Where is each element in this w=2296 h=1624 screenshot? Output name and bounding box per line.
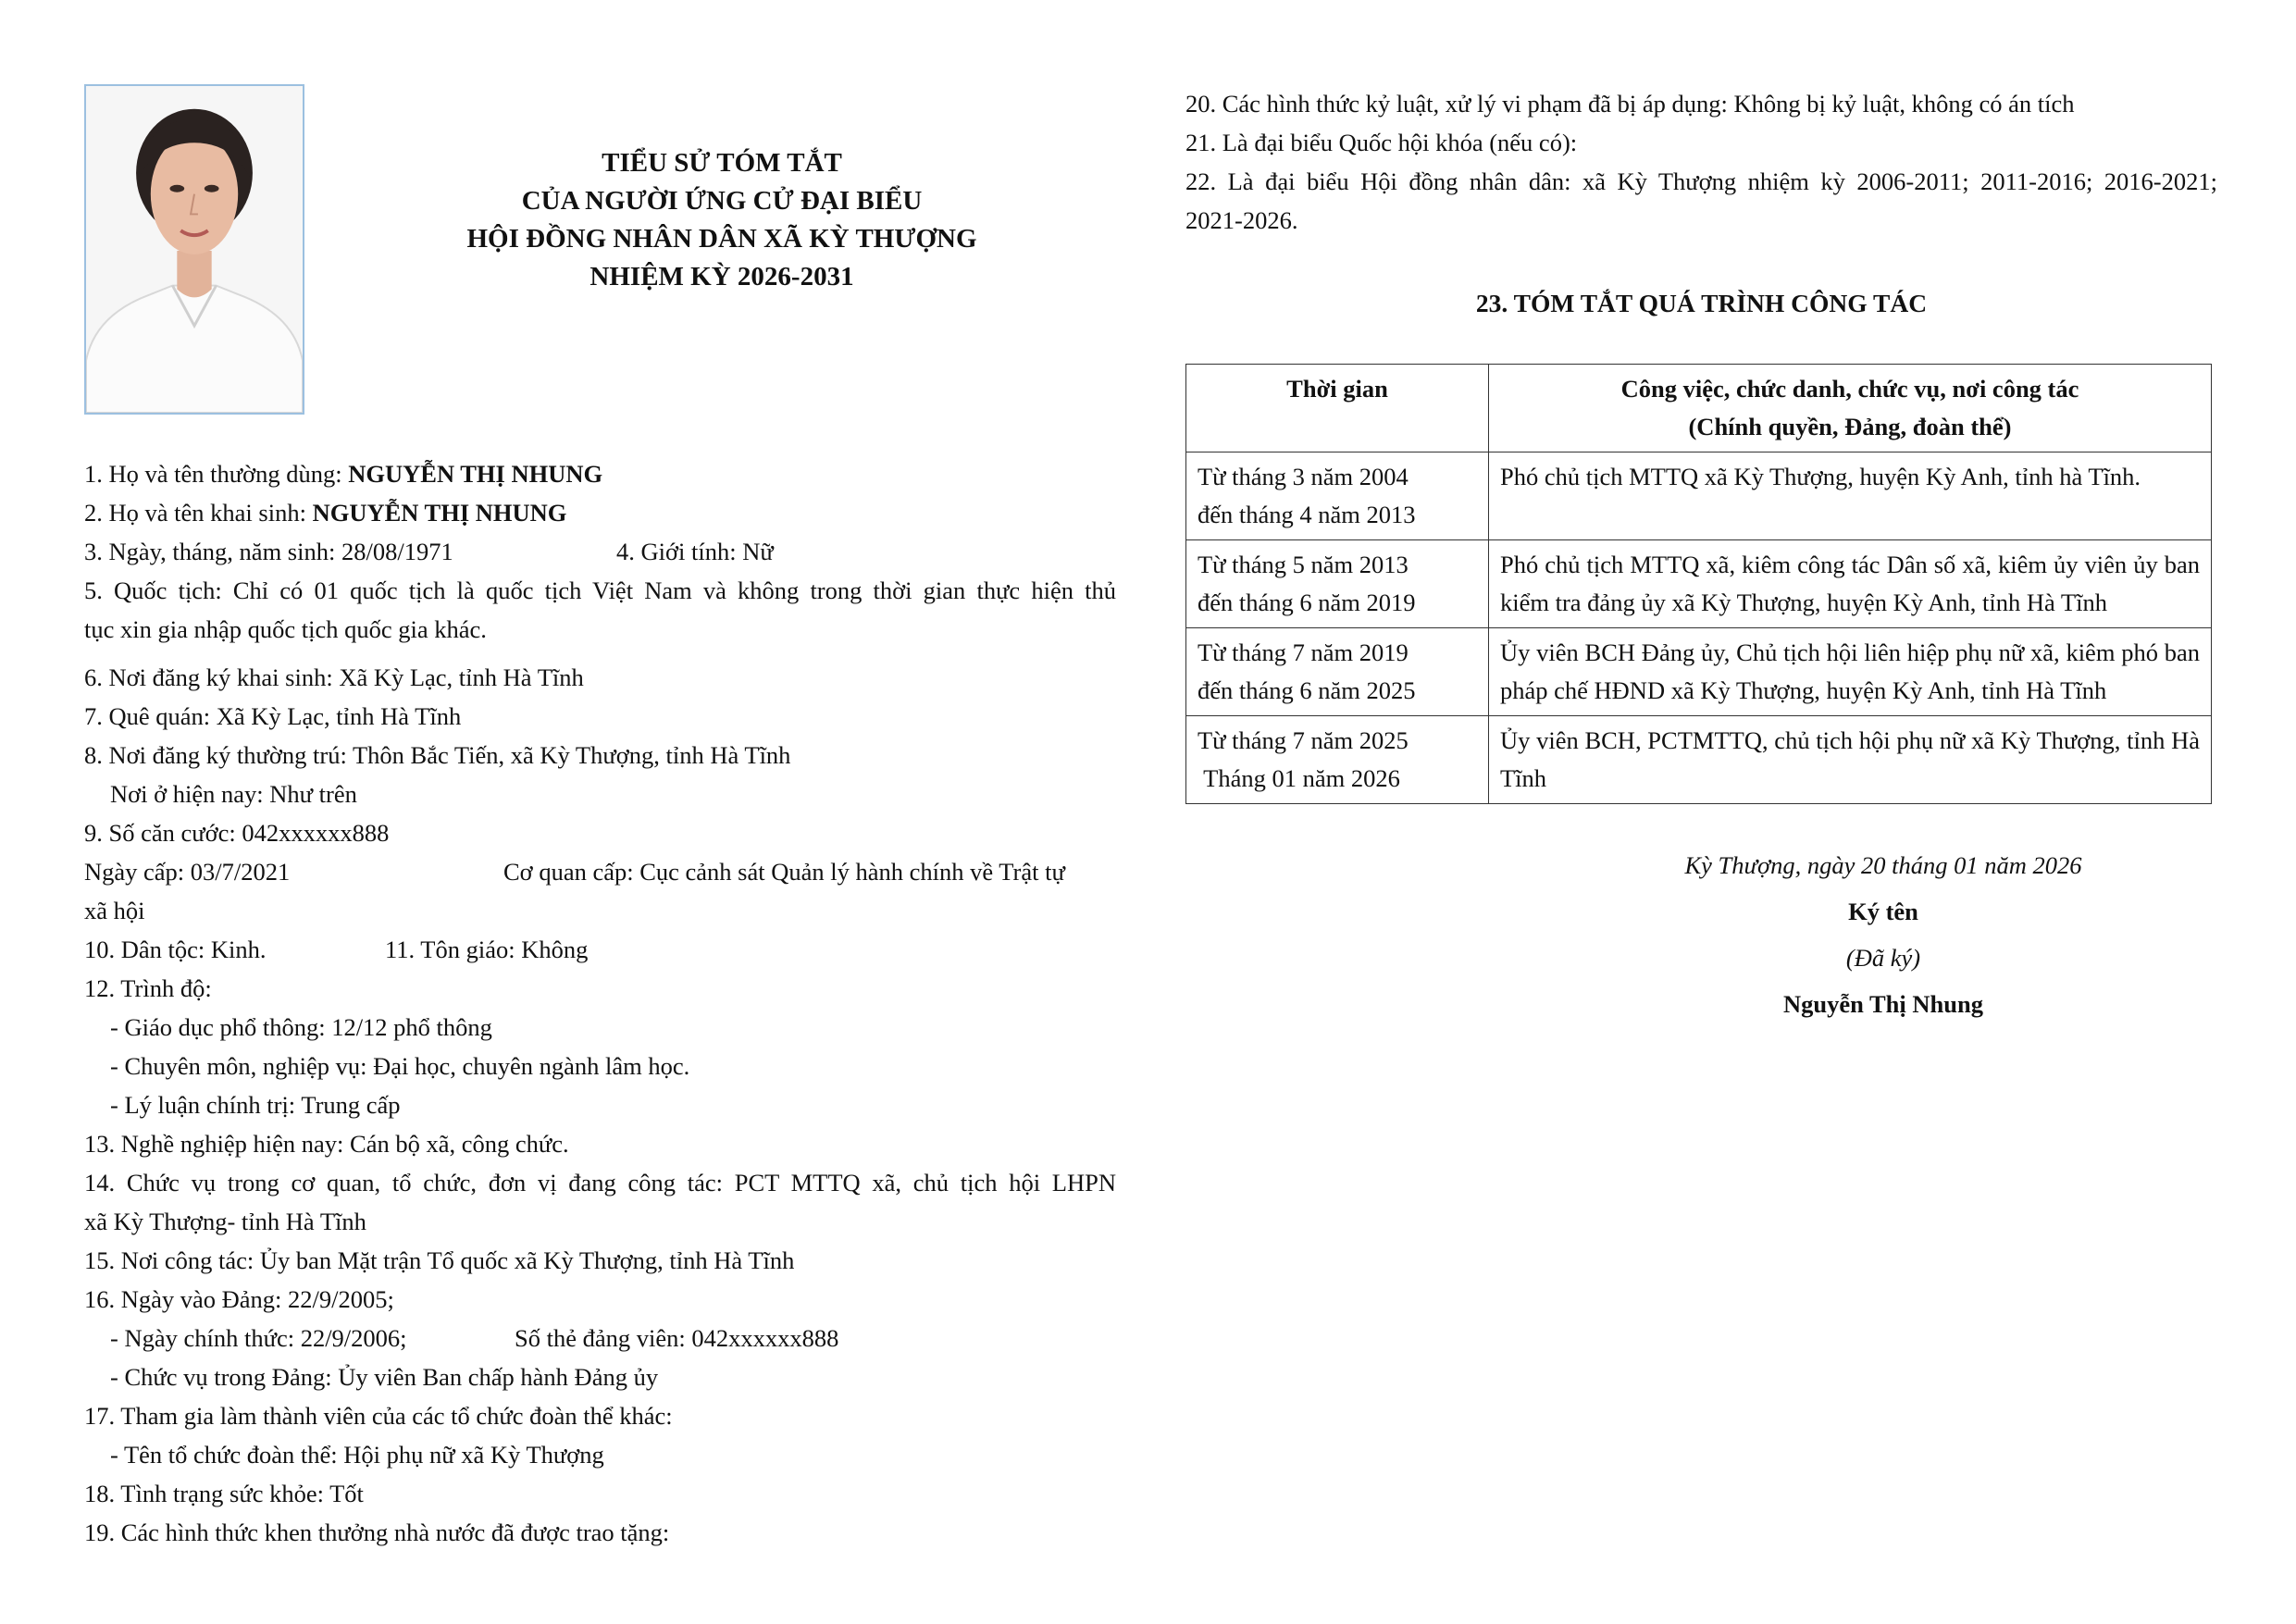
- row-time-end: đến tháng 6 năm 2019: [1198, 589, 1416, 616]
- field-8: 8. Nơi đăng ký thường trú: Thôn Bắc Tiến, xã Kỳ Thượng, tỉnh Hà Tĩnh: [84, 741, 791, 769]
- field-21: 21. Là đại biểu Quốc hội khóa (nếu có):: [1185, 129, 1578, 156]
- field-19: 19. Các hình thức khen thưởng nhà nước đã được trao tặng:: [84, 1519, 670, 1546]
- career-table: [1185, 364, 2212, 804]
- row-time-end: đến tháng 4 năm 2013: [1198, 501, 1416, 528]
- title-line-1: TIỂU SỬ TÓM TẮT: [602, 148, 842, 178]
- header-work-line-2: (Chính quyền, Đảng, đoàn thể): [1688, 413, 2012, 440]
- row-work: Phó chủ tịch MTTQ xã, kiêm công tác Dân số xã, kiêm ủy viên ủy ban kiểm tra đảng ủy xã Kỳ Thượng, huyện Kỳ Anh, tỉnh Hà Tĩnh: [1489, 540, 2212, 628]
- field-4: 4. Giới tính: Nữ: [616, 538, 774, 565]
- field-13: 13. Nghề nghiệp hiện nay: Cán bộ xã, công chức.: [84, 1130, 569, 1158]
- row-time: [1186, 540, 1489, 628]
- field-9-issuer-line-2: xã hội: [84, 897, 145, 924]
- field-22-line-2: 2021-2026.: [1185, 206, 1298, 234]
- header-time: Thời gian: [1186, 365, 1489, 452]
- field-9: 9. Số căn cước: 042xxxxxx888: [84, 819, 390, 847]
- field-16-card: Số thẻ đảng viên: 042xxxxxx888: [515, 1324, 839, 1352]
- field-6: 6. Nơi đăng ký khai sinh: Xã Kỳ Lạc, tỉnh Hà Tĩnh: [84, 663, 584, 691]
- row-time-end: đến tháng 6 năm 2025: [1198, 676, 1416, 704]
- row-work: Ủy viên BCH, PCTMTTQ, chủ tịch hội phụ nữ xã Kỳ Thượng, tỉnh Hà Tĩnh: [1489, 716, 2212, 804]
- field-5-line-2: tục xin gia nhập quốc tịch quốc gia khác.: [84, 615, 487, 643]
- signer-name: Nguyễn Thị Nhung: [1782, 990, 1984, 1018]
- row-time-start: Từ tháng 7 năm 2025: [1198, 726, 1409, 754]
- field-2-value: NGUYỄN THỊ NHUNG: [312, 499, 567, 527]
- field-1-value: NGUYỄN THỊ NHUNG: [348, 460, 603, 488]
- title-line-4: NHIỆM KỲ 2026-2031: [590, 262, 854, 291]
- row-work: Ủy viên BCH Đảng ủy, Chủ tịch hội liên hiệp phụ nữ xã, kiêm phó ban pháp chế HĐND xã Kỳ Thượng, huyện Kỳ Anh, tỉnh Hà Tĩnh: [1489, 628, 2212, 716]
- personal-info-section: [84, 454, 1116, 1552]
- sign-label: Ký tên: [1848, 898, 1918, 925]
- field-9-issue: [84, 852, 1116, 891]
- field-17: 17. Tham gia làm thành viên của các tổ chức đoàn thể khác:: [84, 1402, 673, 1430]
- document-title: [398, 144, 1046, 296]
- field-5-line-1: 5. Quốc tịch: Chỉ có 01 quốc tịch là quốc tịch Việt Nam và không trong thời gian thực hiện thủ: [84, 576, 1116, 604]
- field-14-line-1: 14. Chức vụ trong cơ quan, tổ chức, đơn vị đang công tác: PCT MTTQ xã, chủ tịch hội LHPN: [84, 1169, 1116, 1196]
- field-12: 12. Trình độ:: [84, 974, 212, 1002]
- field-9-issue-date: Ngày cấp: 03/7/2021: [84, 858, 291, 886]
- field-9-issuer: Cơ quan cấp: Cục cảnh sát Quản lý hành chính về Trật tự: [503, 858, 1065, 886]
- row-time-start: Từ tháng 7 năm 2019: [1198, 638, 1409, 666]
- field-12-c: - Lý luận chính trị: Trung cấp: [110, 1091, 401, 1119]
- career-section-title: 23. TÓM TẮT QUÁ TRÌNH CÔNG TÁC: [1475, 289, 1928, 317]
- field-12-b: - Chuyên môn, nghiệp vụ: Đại học, chuyên ngành lâm học.: [110, 1052, 690, 1080]
- row-time-start: Từ tháng 3 năm 2004: [1198, 463, 1409, 490]
- field-22-line-1: 22. Là đại biểu Hội đồng nhân dân: xã Kỳ Thượng nhiệm kỳ 2006-2011; 2011-2016; 2016-2021;: [1185, 167, 2217, 195]
- signature-block: [1606, 842, 2161, 1027]
- field-16: 16. Ngày vào Đảng: 22/9/2005;: [84, 1285, 394, 1313]
- row-time: [1186, 452, 1489, 540]
- field-20: 20. Các hình thức kỷ luật, xử lý vi phạm đã bị áp dụng: Không bị kỷ luật, không có án tích: [1185, 90, 2075, 118]
- sign-place-date: Kỳ Thượng, ngày 20 tháng 01 năm 2026: [1684, 851, 2082, 879]
- table-row: [1186, 628, 2212, 716]
- title-line-3: HỘI ĐỒNG NHÂN DÂN XÃ KỲ THƯỢNG: [466, 224, 977, 254]
- field-7: 7. Quê quán: Xã Kỳ Lạc, tỉnh Hà Tĩnh: [84, 702, 462, 730]
- field-2-label: 2. Họ và tên khai sinh:: [84, 499, 313, 527]
- field-8-current: Nơi ở hiện nay: Như trên: [110, 780, 357, 808]
- portrait-photo: [84, 84, 304, 415]
- row-time-end: Tháng 01 năm 2026: [1198, 764, 1400, 792]
- portrait-icon: [86, 86, 303, 413]
- field-18: 18. Tình trạng sức khỏe: Tốt: [84, 1480, 364, 1507]
- field-15: 15. Nơi công tác: Ủy ban Mặt trận Tổ quốc xã Kỳ Thượng, tỉnh Hà Tĩnh: [84, 1246, 795, 1274]
- field-1-label: 1. Họ và tên thường dùng:: [84, 460, 349, 488]
- table-row: [1186, 540, 2212, 628]
- field-14-line-2: xã Kỳ Thượng- tỉnh Hà Tĩnh: [84, 1208, 366, 1235]
- header-work-line-1: Công việc, chức danh, chức vụ, nơi công tác: [1620, 375, 2079, 403]
- field-10: 10. Dân tộc: Kinh.: [84, 936, 267, 963]
- field-11: 11. Tôn giáo: Không: [385, 936, 589, 963]
- field-3: 3. Ngày, tháng, năm sinh: 28/08/1971: [84, 538, 453, 565]
- signed-note: (Đã ký): [1845, 944, 1921, 972]
- field-1: [84, 454, 1116, 493]
- table-row: [1186, 452, 2212, 540]
- field-2: [84, 493, 1116, 532]
- field-16-official: [84, 1319, 1116, 1357]
- field-16-position: - Chức vụ trong Đảng: Ủy viên Ban chấp hành Đảng ủy: [110, 1363, 659, 1391]
- row-time: [1186, 716, 1489, 804]
- field-12-a: - Giáo dục phổ thông: 12/12 phổ thông: [110, 1013, 492, 1041]
- field-3-4: [84, 532, 1116, 571]
- field-10-11: [84, 930, 1116, 969]
- career-table-header: [1186, 365, 2212, 452]
- header-work: [1489, 365, 2212, 452]
- title-line-2: CỦA NGƯỜI ỨNG CỬ ĐẠI BIỂU: [521, 186, 923, 216]
- table-row: [1186, 716, 2212, 804]
- field-17-org: - Tên tổ chức đoàn thể: Hội phụ nữ xã Kỳ Thượng: [110, 1441, 604, 1469]
- field-16-official-date: - Ngày chính thức: 22/9/2006;: [110, 1324, 407, 1352]
- row-work: Phó chủ tịch MTTQ xã Kỳ Thượng, huyện Kỳ Anh, tỉnh hà Tĩnh.: [1489, 452, 2212, 540]
- row-time-start: Từ tháng 5 năm 2013: [1198, 551, 1409, 578]
- row-time: [1186, 628, 1489, 716]
- additional-info-section: [1185, 84, 2217, 240]
